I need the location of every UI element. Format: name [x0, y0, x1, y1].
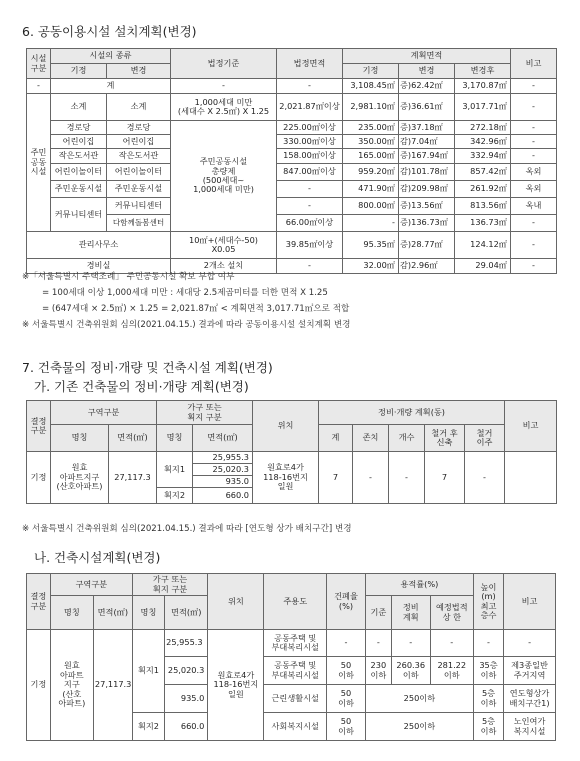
cell: 획지1: [132, 630, 164, 713]
cell: 연도형상가 배치구간1): [504, 685, 556, 713]
hdr-repair: 개수: [389, 425, 425, 452]
cell: 관리사무소: [27, 232, 171, 259]
hdr-zone-name: 명칭: [51, 425, 109, 452]
cell: 27,117.3: [93, 630, 132, 741]
cell: -: [511, 135, 557, 149]
cell: 25,020.3: [193, 464, 253, 476]
hdr-far-base: 기준: [365, 596, 391, 630]
cell: 소계: [107, 94, 171, 121]
cell: 어린이집: [107, 135, 171, 149]
cell: 어린이놀이터: [107, 164, 171, 181]
note-4: ※ 서울특별시 건축위원회 심의(2021.04.15.) 결과에 따라 공동이용시설 설치계획 변경: [22, 320, 351, 330]
cell: 3,017.71㎡: [455, 94, 511, 121]
cell: -: [504, 630, 556, 657]
cell: 공동주택 및 부대복리시설: [264, 630, 327, 657]
hdr-zone: 구역구분: [50, 574, 132, 596]
cell: 작은도서관: [107, 149, 171, 164]
cell: 935.0: [165, 685, 208, 713]
cell: -: [277, 259, 343, 274]
cell: 25,955.3: [193, 452, 253, 464]
cell: -: [27, 79, 51, 94]
total-row: [27, 79, 557, 94]
cell: -: [511, 121, 557, 135]
cell: -: [511, 232, 557, 259]
hdr-decision: 결정 구분: [27, 401, 51, 452]
hdr-plan-after: 변경후: [455, 64, 511, 79]
cell: 250이하: [365, 685, 473, 713]
table-row: [27, 135, 557, 149]
hdr-height: 높이 (m) 최고 층수: [473, 574, 503, 630]
cell: 857.42㎡: [455, 164, 511, 181]
cell: 3,108.45㎡: [343, 79, 399, 94]
cell: 1,000세대 미만 (세대수 X 2.5㎡) X 1.25: [171, 94, 277, 121]
cell: 커뮤니티센터: [107, 198, 171, 215]
cell: 158.00㎡이상: [277, 149, 343, 164]
table-row: [27, 164, 557, 181]
cell: 옥외: [511, 164, 557, 181]
cell: 제3종일반 주거지역: [504, 657, 556, 685]
section-7-title: 7. 건축물의 정비·개량 및 건축시설 계획(변경): [22, 360, 273, 375]
cell: 235.00㎡: [343, 121, 399, 135]
cell: 136.73㎡: [455, 215, 511, 232]
cell: 39.85㎡이상: [277, 232, 343, 259]
cell: 경로당: [107, 121, 171, 135]
cell: 감)101.78㎡: [399, 164, 455, 181]
hdr-existing: 기정: [51, 64, 107, 79]
cell: 50 이하: [327, 657, 366, 685]
hdr-lot-area: 면적(㎡): [193, 425, 253, 452]
cell: 3,170.87㎡: [455, 79, 511, 94]
cell: 기정: [27, 452, 51, 504]
cell: 124.12㎡: [455, 232, 511, 259]
cell: -: [353, 452, 389, 504]
cell: -: [511, 259, 557, 274]
cell: 261.92㎡: [455, 181, 511, 198]
cell: 계: [51, 79, 171, 94]
hdr-lot-name: 명칭: [132, 596, 164, 630]
hdr-keep: 존치: [353, 425, 389, 452]
cell: 원효 아파트 지구 (산호 아파트): [50, 630, 93, 741]
cell: 다함께돌봄센터: [107, 215, 171, 232]
cell: 95.35㎡: [343, 232, 399, 259]
cell: 증)62.42㎡: [399, 79, 455, 94]
cell: 소계: [51, 94, 107, 121]
note-5: ※ 서울특별시 건축위원회 심의(2021.04.15.) 결과에 따라 [연도형 상가 배치구간] 변경: [22, 524, 352, 534]
cell: -: [277, 198, 343, 215]
cell: -: [277, 79, 343, 94]
cell: 공동주택 및 부대복리시설: [264, 657, 327, 685]
section-7b-title: 나. 건축시설계획(변경): [34, 550, 161, 565]
cell: 25,955.3: [165, 630, 208, 657]
hdr-category: 시설 구분: [27, 49, 51, 79]
cell: 어린이집: [51, 135, 107, 149]
cell: 959.20㎡: [343, 164, 399, 181]
table-row: [27, 630, 556, 657]
cell: 250이하: [365, 713, 473, 741]
cell: 증)136.73㎡: [399, 215, 455, 232]
section-6-title: 6. 공동이용시설 설치계획(변경): [22, 24, 197, 39]
cell: 813.56㎡: [455, 198, 511, 215]
cell: 260.36 이하: [391, 657, 430, 685]
cell: 증)28.77㎡: [399, 232, 455, 259]
hdr-zone-area: 면적(㎡): [93, 596, 132, 630]
cell: 경비실: [27, 259, 171, 274]
hdr-total: 계: [319, 425, 353, 452]
cell: 29.04㎡: [455, 259, 511, 274]
cell: -: [389, 452, 425, 504]
cell: 5층 이하: [473, 685, 503, 713]
cell: 660.0: [165, 713, 208, 741]
cell: 230 이하: [365, 657, 391, 685]
cell: 471.90㎡: [343, 181, 399, 198]
cell: 근린생활시설: [264, 685, 327, 713]
cell: 어린이놀이터: [51, 164, 107, 181]
hdr-zone: 구역구분: [51, 401, 157, 425]
hdr-note: 비고: [511, 49, 557, 79]
hdr-bcr: 건폐율(%): [327, 574, 366, 630]
hdr-plan-existing: 기정: [343, 64, 399, 79]
cell: 27,117.3: [109, 452, 157, 504]
cell: 원효로4가 118-16번지 일원: [253, 452, 319, 504]
hdr-location: 위치: [208, 574, 264, 630]
cell: -: [365, 630, 391, 657]
cell: -: [511, 94, 557, 121]
cell: 50 이하: [327, 685, 366, 713]
cell: 350.00㎡: [343, 135, 399, 149]
cell: 원효로4가 118-16번지 일원: [208, 630, 264, 741]
cell: 획지2: [132, 713, 164, 741]
cell: 작은도서관: [51, 149, 107, 164]
cell: -: [327, 630, 366, 657]
cell: 획지2: [157, 488, 193, 504]
hdr-lot-name: 명칭: [157, 425, 193, 452]
hdr-zone-name: 명칭: [50, 596, 93, 630]
office-row: [27, 232, 557, 259]
cell: 332.94㎡: [455, 149, 511, 164]
hdr-kind: 시설의 종류: [51, 49, 171, 64]
cell: 증)36.61㎡: [399, 94, 455, 121]
cell: -: [473, 630, 503, 657]
cell: 32.00㎡: [343, 259, 399, 274]
hdr-zone-area: 면적(㎡): [109, 425, 157, 452]
cell: 330.00㎡이상: [277, 135, 343, 149]
cell: -: [391, 630, 430, 657]
hdr-changed: 변경: [107, 64, 171, 79]
cell: 증)37.18㎡: [399, 121, 455, 135]
cell: -: [511, 149, 557, 164]
renovation-table: [26, 400, 557, 504]
cell: 165.00㎡: [343, 149, 399, 164]
hdr-plan-area: 계획면적: [343, 49, 511, 64]
cell: -: [277, 181, 343, 198]
cell: [505, 452, 557, 504]
cell: 옥내: [511, 198, 557, 215]
cell: 25,020.3: [165, 657, 208, 685]
cell: 35층 이하: [473, 657, 503, 685]
section-7a-title: 가. 기존 건축물의 정비·개량 계획(변경): [34, 379, 249, 394]
cell: 사회복지시설: [264, 713, 327, 741]
hdr-legal-area: 법정면적: [277, 49, 343, 79]
table-row: [27, 181, 557, 198]
cell: 경로당: [51, 121, 107, 135]
table-row: [27, 149, 557, 164]
cell: 노인여가 복지시설: [504, 713, 556, 741]
cell: 66.00㎡이상: [277, 215, 343, 232]
cell: 225.00㎡이상: [277, 121, 343, 135]
cell: 기정: [27, 630, 51, 741]
table-row: [27, 94, 557, 121]
cell: 주민운동시설: [107, 181, 171, 198]
hdr-note: 비고: [505, 401, 557, 452]
hdr-plan-change: 변경: [399, 64, 455, 79]
cell: -: [343, 215, 399, 232]
cell: 800.00㎡: [343, 198, 399, 215]
cell: 증)13.56㎡: [399, 198, 455, 215]
cell: 옥외: [511, 181, 557, 198]
cell: 획지1: [157, 452, 193, 488]
cell: 50 이하: [327, 713, 366, 741]
cell: 감)7.04㎡: [399, 135, 455, 149]
hdr-lot-area: 면적(㎡): [165, 596, 208, 630]
cell: 5층 이하: [473, 713, 503, 741]
hdr-rebuild: 철거 후 신축: [425, 425, 465, 452]
note-3: = (647세대 × 2.5㎡) × 1.25 = 2,021.87㎡ < 계획면적 3,017.71㎡으로 적합: [42, 304, 350, 314]
hdr-location: 위치: [253, 401, 319, 452]
hdr-note: 비고: [504, 574, 556, 630]
table-row: [27, 215, 557, 232]
cell: 272.18㎡: [455, 121, 511, 135]
facility-table: [26, 48, 557, 274]
cell: -: [465, 452, 505, 504]
cell: 커뮤니티센터: [51, 198, 107, 232]
cell: 주민운동시설: [51, 181, 107, 198]
hdr-basis: 법정기준: [171, 49, 277, 79]
cell: 342.96㎡: [455, 135, 511, 149]
cell: 2개소 설치: [171, 259, 277, 274]
cell: -: [171, 79, 277, 94]
cell: -: [511, 215, 557, 232]
hdr-remove: 철거 이주: [465, 425, 505, 452]
cell: 281.22 이하: [430, 657, 473, 685]
table-row: [27, 121, 557, 135]
cell-resident-cat: 주민 공동 시설: [27, 94, 51, 232]
cell: 감)2.96㎡: [399, 259, 455, 274]
hdr-far-law: 예정법적 상 한: [430, 596, 473, 630]
cell: 935.0: [193, 476, 253, 488]
cell: 증)167.94㎡: [399, 149, 455, 164]
cell: 660.0: [193, 488, 253, 504]
hdr-lot: 가구 또는 획지 구분: [132, 574, 208, 596]
cell-resident-basis: 주민공동시설 총량제 (500세대~ 1,000세대 미만): [171, 121, 277, 232]
note-2: = 100세대 이상 1,000세대 미만 : 세대당 2.5제곱미터를 더한 면적 X 1.25: [42, 288, 328, 298]
hdr-lot: 가구 또는 획지 구분: [157, 401, 253, 425]
cell: -: [430, 630, 473, 657]
hdr-far: 용적률(%): [365, 574, 473, 596]
table-row: [27, 452, 557, 464]
cell: 7: [425, 452, 465, 504]
cell: 감)209.98㎡: [399, 181, 455, 198]
hdr-far-plan: 정비 계획: [391, 596, 430, 630]
hdr-decision: 결정 구분: [27, 574, 51, 630]
hdr-plan: 정비·개량 계획(동): [319, 401, 505, 425]
cell: 847.00㎡이상: [277, 164, 343, 181]
cell: 원효 아파트지구 (산호아파트): [51, 452, 109, 504]
cell: -: [511, 79, 557, 94]
cell: 2,981.10㎡: [343, 94, 399, 121]
cell: 10㎡+(세대수-50) X0.05: [171, 232, 277, 259]
building-plan-table: [26, 573, 556, 741]
hdr-use: 주용도: [264, 574, 327, 630]
note-1: ※「서울특별시 주택조례」 주민공동시설 확보 부합 여부: [22, 272, 235, 282]
cell: 2,021.87㎡이상: [277, 94, 343, 121]
cell: 7: [319, 452, 353, 504]
table-row: [27, 198, 557, 215]
